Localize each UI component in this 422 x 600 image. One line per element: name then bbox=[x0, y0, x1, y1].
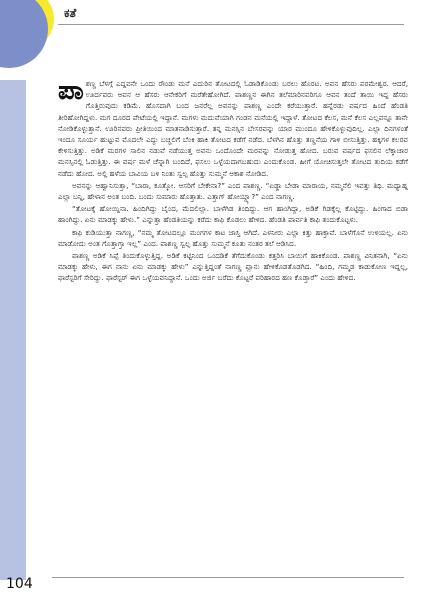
corner-decoration bbox=[0, 0, 60, 80]
section-label: ಕತೆ bbox=[64, 6, 77, 20]
page-number: 104 bbox=[6, 576, 33, 592]
left-margin-strip bbox=[0, 80, 26, 580]
story-paragraph-1 bbox=[58, 78, 408, 179]
story-paragraph-2: ಅವನನ್ನು ಆಹ್ವಾನಿಸುತ್ತಾ, “ಬಾರಾ, ಕೂತ್ಕೋ. ಆಸರಿಗೆ ಬೇಕೇನಾ?” ಎಂದ ಪಾಶಣ್ಣ. “ಏಡ್ಡಾ ಬೇಡಾ ಮಾರಾಯ, ನಮ್ಮನೆಲಿ ಇವತ್ತು ತಿಥಿ. ಮಧ್ಯಾಹ್ನ ಎಲ್ಲಾ ಬನ್ನಿ, ಹೇಳಾನ ಅಂತ ಬಂದಿ. ಬಂದು ಸುಮಾರು ಹೊತ್ತಾತು. ಎತ್ತಾಗ್ ಹೋಯ್ದ್ಯಾ?” ಎಂದ ನಾಗಣ್ಣ. bbox=[58, 180, 408, 202]
drop-cap: ಪಾ bbox=[58, 76, 83, 106]
blue-circle-shape bbox=[0, 0, 48, 68]
paragraph-text: ಶಣ್ಣ ಬೆಳಗ್ಗೆ ಎದ್ದವನೇ ಒಂದು ರೌಂಡು ಮನೆ ಎದುರಿನ ತೋಟದಲ್ಲಿ ಓಡಾಡಿಕೊಂಡು ಬರಲು ಹೊರಟ. ಅವನ ಹೆಸರು ಪರಮೇಶ್ವರ. ಆದರೆ, ಊರ್ದವರು ಅವನ ಆ ಹೆಸರು ಆನೇಕರಿಗೆ ಮರೆತೇಹೋಗಿದೆ. ಪಾಶಣ್ಣನ ಈಗಿನ ತಲೆಮಾರಿನವರಿಗೂ ಆವನ ತಂದೆ ತಾಯಿ ಇದ್ದ ಹೆಸರು ಗೊತ್ತಿರುವುದು ಕಡಿಮೆ. ಹೊಸದಾಗಿ ಬಂದ ಜನರೆಲ್ಲ ಅವನನ್ನು ಪಾಶಣ್ಣ ಎಂದೇ ಕರೆಯುತ್ತಾರೆ. ಹನ್ನೆರಡು ವರ್ಷದ ಹಿಂದೆ ಹೆಂಡತಿ ತೀರಿಹೋಗಿದ್ದಳು. ಮಗ ದೂರದ ಪೇಟೆಯಲ್ಲಿ ಇದ್ದಾನೆ. ಮಗಳು ಮದುವೆಯಾಗಿ ಗಂಡನ ಮನೆಯಲ್ಲಿ ಇದ್ದಾಳೆ. ತೋಟದ ಕೆಲಸ, ಮನೆ ಕೆಲಸ ಎಲ್ಲವನ್ನೂ ತಾನೇ ನೋಡಿಕೊಳ್ಳುತ್ತಾನೆ. ಊರಿನವರು ಪ್ರೀತಿಯಿಂದ ಮಾತನಾಡಿಸುತ್ತಾರೆ. ತನ್ನ ಮನಸ್ಸಿನ ಬೇಸರವನ್ನು ಯಾರ ಮುಂದೂ ಹೇಳಿಕೊಳ್ಳುವುದಿಲ್ಲ. ಎಲ್ಲಾ ದಿನಗಳಂತೆ ಇಂದೂ ಸೂರ್ಯ ಹುಟ್ಟುವ ಮೊದಲೇ ಎದ್ದು ಬಚ್ಚಲಿಗೆ ಬೆಂಕಿ ಹಾಕಿ ತೋಟದ ಕಡೆಗೆ ನಡೆದ. ಬೆಳಗಿನ ಹೊತ್ತು ತಣ್ಣನೆಯ ಗಾಳಿ ಬೀಸುತ್ತಿತ್ತು. ಹಕ್ಕಿಗಳ ಕಲರವ ಕೇಳಿಸುತ್ತಿತ್ತು. ಅಡಿಕೆ ಮರಗಳ ಸಾಲಿನ ನಡುವೆ ನಡೆಯುತ್ತ ಅವನು ಒಂದೊಂದೇ ಮರವನ್ನು ನೋಡುತ್ತ ಹೋದ. ಬರುವ ವರ್ಷದ ಫಸಲಿನ ಲೆಕ್ಕಾಚಾರ ಮನಸ್ಸಿನಲ್ಲಿ ಓಡುತ್ತಿತ್ತು. ಈ ವರ್ಷ ಮಳೆ ಚೆನ್ನಾಗಿ ಬಂದಿದೆ, ಫಸಲು ಒಳ್ಳೆಯದಾಗಬಹುದು ಎಂದುಕೊಂಡ. ಹೀಗೆ ಯೋಚಿಸುತ್ತಲೇ ತೋಟದ ತುದಿಯ ಕಡೆಗೆ ನಡೆದು ಹೋದ. ಅಲ್ಲಿ ಹಳೆಯ ಬಾವಿಯ ಬಳಿ ನಿಂತು ಸ್ವಲ್ಪ ಹೊತ್ತು ಸುಮ್ಮನೆ ಆಕಾಶ ನೋಡಿದ. bbox=[58, 79, 408, 178]
story-paragraph-3: “ತೋಟಕ್ಕೆ ಹೋಯ್ದಿನಾ. ಹಿಂದಿಗಿದ್ದು ಬೈಂದ, ಮೆದಲಿಲ್ಲಾ. ಬಾಳೆಗಿಡ ತಿಂದಿದ್ದು. ಆಗ ಹಾಂಗಿದ್ದಾ, ಅಡಿಕೆ ಗಿಡಕ್ಕೆಲ್ಲ ಕೊಟ್ಟಿದ್ದು. ಹಿಂಗಾದ ಬಿಡಾ ಹಾಂಗಿದ್ದು. ಏನು ಮಾಡಕ್ಕು ಹೇಳು.” ಎನ್ನುತ್ತಾ ಹೆಂಡತಿಯನ್ನು ಕರೆದು ಕಾಫಿ ಕೊಡಲು ಹೇಳಿದ. ಹೆಂಡತಿ ಪಾರ್ವತಿ ಕಾಫಿ ತಂದುಕೊಟ್ಟಳು. bbox=[58, 204, 408, 225]
header-divider bbox=[58, 24, 404, 25]
story-paragraph-4: ಕಾಫಿ ಕುಡಿಯುತ್ತಾ ನಾಗಣ್ಣ, “ನಮ್ಮ ತೋಟದಲ್ಲೂ ಮಂಗಗಳ ಕಾಟ ಜಾಸ್ತಿ ಆಗಿದೆ. ಎಳನೀರು ಎಲ್ಲಾ ಕಿತ್ತು ಹಾಕ್ತಾವೆ. ಬಾಳೆಗೊನೆ ಉಳಿಯಲ್ಲ. ಏನು ಮಾಡೋದು ಅಂತ ಗೊತ್ತಾಗ್ತಾ ಇಲ್ಲ” ಎಂದ. ಪಾಶಣ್ಣ ಸ್ವಲ್ಪ ಹೊತ್ತು ಸುಮ್ಮನೆ ಕೂತು ನಂತರ ತಲೆ ಆಡಿಸಿದ. bbox=[58, 227, 408, 248]
story-paragraph-5: ಪಾಶಣ್ಣ ಅಡಿಕೆ ಸಿಪ್ಪೆ ತಿಂದುಕೊಳ್ಳುತ್ತಿದ್ದ. ಅಡಿಕೆ ಕಟ್ಟಿನಿಂದ ಒಂದಡಿಕೆ ತೆಗೆದುಕೊಂಡು ಕತ್ತರಿಸಿ ಬಾಯಿಗೆ ಹಾಕಿಕೊಂಡ. ಪಾಶಣ್ಣ ವಿನಿತನಾಗಿ, “ಏನು ಮಾಡಕ್ಕು ಹೇಳು, ಈಗ ನಾನು ಏನು ಮಾಡಕ್ಕು ಹೇಳು” ಎನ್ನುತ್ತಿದ್ದಂತೆ ನಾಗಣ್ಣ ಪ್ಲಾನು ಹೇಳಿಕೊಡತೊಡಗಿದ. “ಹಿಂದಿ, ಗಮ್ಮಡ ಕಾಡುಕೋಣ ಇದ್ದಲ್ಲ, ಫಾರೆಸ್ಟರಿಗೆ ಸೇರಿದ್ದು. ಫಾರೆಸ್ಟರ್ ಈಗ ಒಳ್ಳೆಯವನಿದ್ದಾನೆ. ಒಂದು ಅರ್ಜಿ ಬರೆದು ಕೊಟ್ಟರೆ ಪರಿಹಾರದ ಹಣ ಕೊಡ್ತಾರೆ” ಎಂದು ಹೇಳಿದ. bbox=[58, 251, 408, 283]
story-body bbox=[58, 78, 408, 285]
footer-divider bbox=[52, 577, 404, 578]
